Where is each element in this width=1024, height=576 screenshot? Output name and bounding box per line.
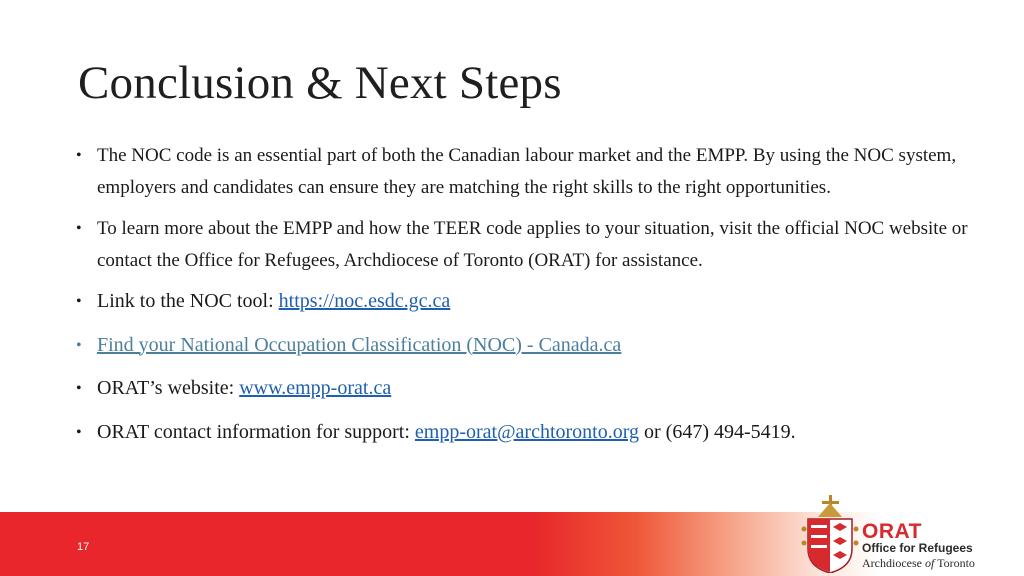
- bullet-suffix: or (647) 494-5419.: [639, 420, 796, 443]
- bullet-item-noc-essential: [76, 140, 976, 203]
- bullet-dot-icon: •: [76, 147, 82, 164]
- logo-subtitle: Office for Refugees: [862, 541, 973, 555]
- bullet-dot-icon: •: [76, 423, 82, 441]
- bullet-item-learn-more: [76, 213, 976, 276]
- bullet-prefix: ORAT’s website:: [97, 377, 240, 399]
- orat-email-link[interactable]: empp-orat@archtoronto.org: [414, 420, 640, 443]
- bullet-list: [76, 140, 976, 460]
- page-number: 17: [77, 541, 90, 553]
- find-noc-link[interactable]: Find your National Occupation Classification (NOC) - Canada.ca: [97, 333, 622, 356]
- bullet-prefix: Link to the NOC tool:: [97, 290, 279, 312]
- logo-name: ORAT: [862, 520, 922, 543]
- bullet-dot-icon: •: [76, 380, 82, 397]
- logo-organization: Archdiocese of Toronto: [862, 556, 975, 570]
- bullet-text: To learn more about the EMPP and how the TEER code applies to your situation, visit the official NOC website or contact the Office for Refugees, Archdiocese of Toronto (ORAT) for assistance.: [97, 218, 968, 271]
- noc-tool-link[interactable]: https://noc.esdc.gc.ca: [278, 290, 451, 312]
- bullet-item-noc-tool: [76, 286, 976, 318]
- bullet-prefix: ORAT contact information for support:: [97, 420, 415, 443]
- bullet-text: The NOC code is an essential part of both the Canadian labour market and the EMPP. By using the NOC system, employers and candidates can ensure they are matching the right skills to the right opportunities.: [97, 145, 957, 198]
- slide-title: Conclusion & Next Steps: [78, 57, 562, 109]
- bullet-item-orat-website: [76, 373, 976, 405]
- bullet-item-find-noc: [76, 330, 976, 362]
- orat-website-link[interactable]: www.empp-orat.ca: [239, 377, 392, 399]
- bullet-item-orat-contact: [76, 417, 976, 449]
- bullet-dot-icon: •: [76, 220, 82, 237]
- bullet-dot-icon: •: [76, 293, 82, 310]
- bullet-dot-icon: •: [76, 336, 82, 354]
